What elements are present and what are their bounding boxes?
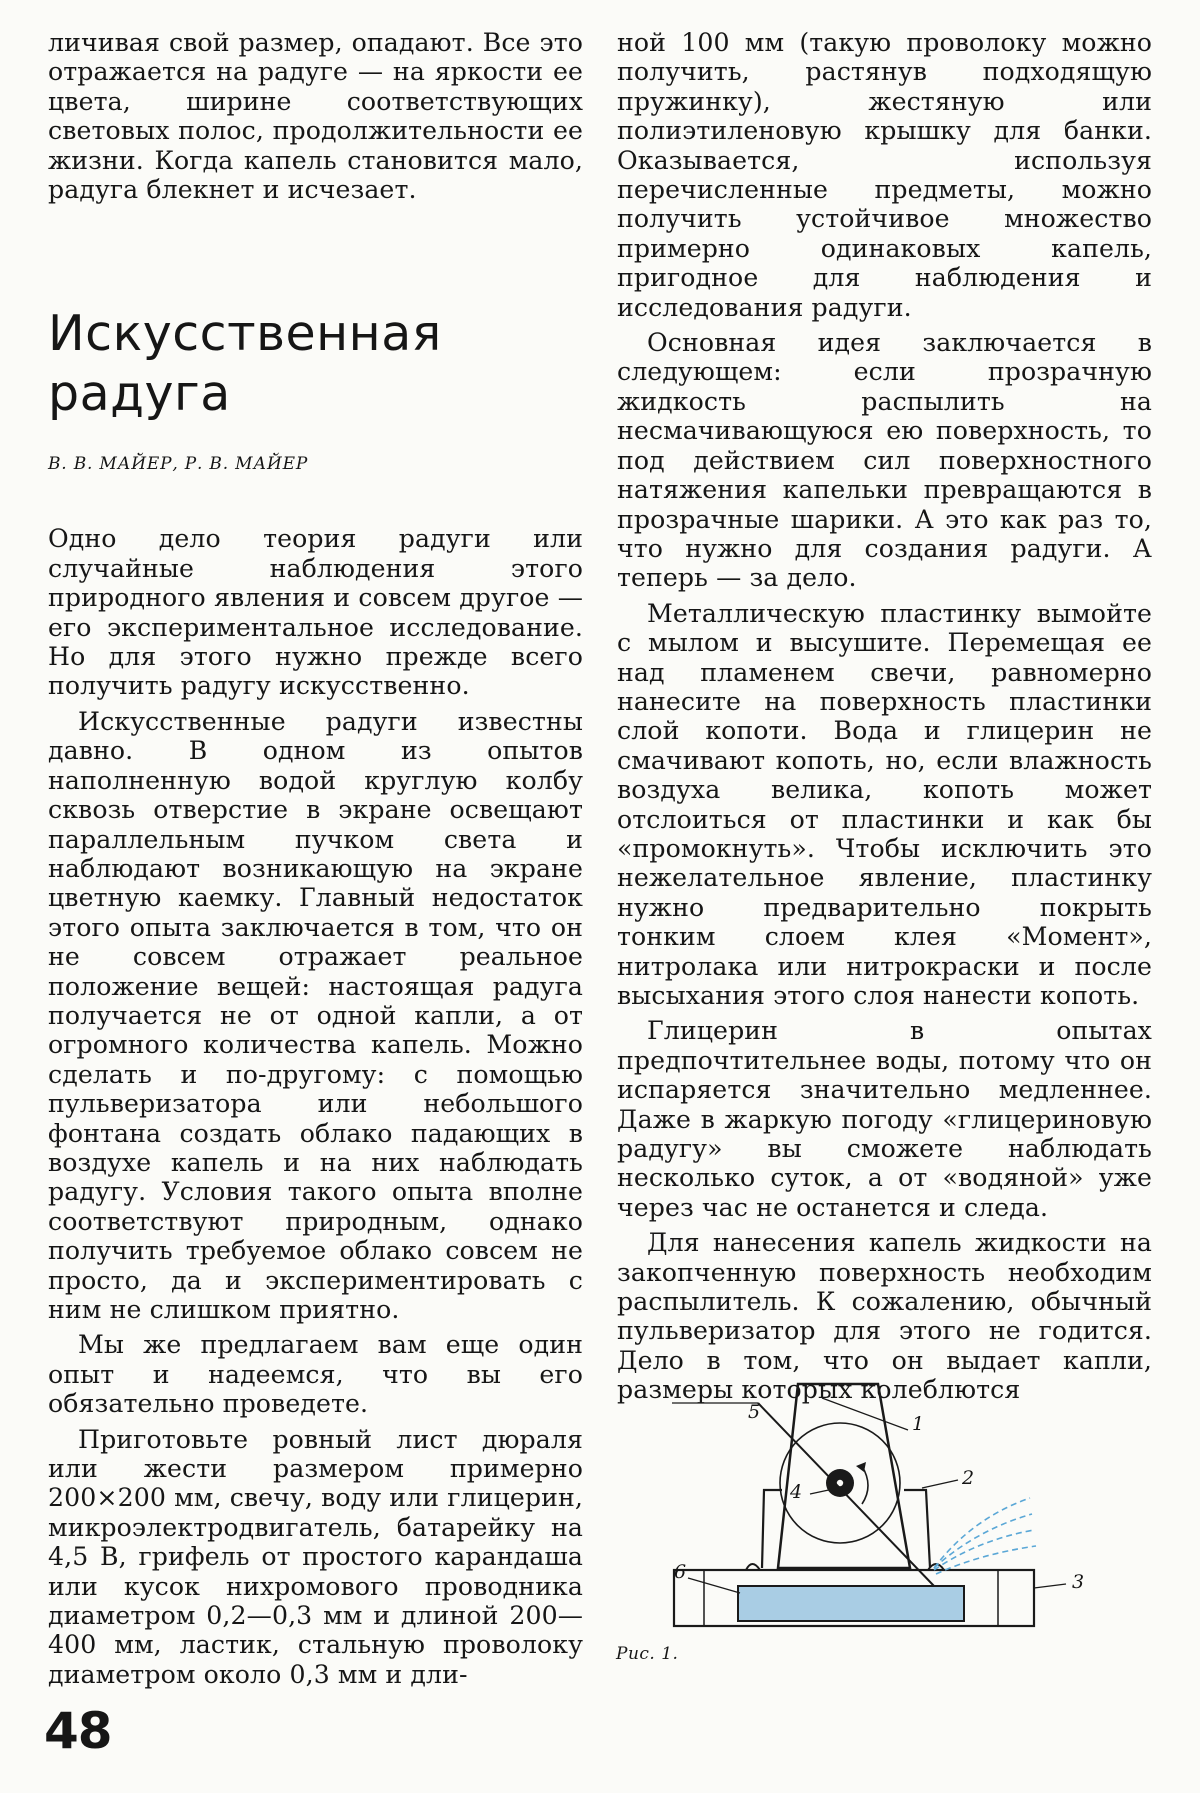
figure-label-1: 1 xyxy=(912,1413,925,1435)
body-paragraph: Основная идея заключается в следующем: если прозрачную жидкость распылить на несмачивающуюся ею поверхность, то под действием сил поверхностного натяжения капельки превращаются в прозрачные шарики. А это как раз то, что нужно для создания радуги. А теперь — за дело. xyxy=(617,328,1152,593)
leader-2 xyxy=(922,1480,958,1488)
intro-paragraph: личивая свой размер, опадают. Все это отражается на радуге — на яркости ее цвета, ширине соответствующих световых полос, продолжительности ее жизни. Когда капель становится мало, радуга блекнет и исчезает. xyxy=(48,28,583,205)
body-paragraph: Искусственные радуги известны давно. В одном из опытов наполненную водой круглую колбу сквозь отверстие в экране освещают параллельным пучком света и наблюдают возникающую на экране цветную каемку. Главный недостаток этого опыта заключается в том, что он не совсем отражает реальное положение вещей: настоящая радуга получается не от одной капли, а от огромного количества капель. Можно сделать и по-другому: с помощью пульверизатора или небольшого фонтана создать облако падающих в воздухе капель и на них наблюдать радугу. Условия такого опыта вполне соответствуют природным, однако получить требуемое облако совсем не просто, да и экспериментировать с ним не слишком приятно. xyxy=(48,706,583,1324)
body-paragraph: Для нанесения капель жидкости на закопченную поверхность необходим распылитель. К сожалению, обычный пульверизатор для этого не годится. Дело в том, что он выдает капли, размеры которых колеблются xyxy=(617,1228,1152,1405)
figure-label-2: 2 xyxy=(962,1467,975,1489)
figure-caption: Рис. 1. xyxy=(616,1644,679,1664)
body-paragraph: Глицерин в опытах предпочтительнее воды, потому что он испаряется значительно медленнее. Даже в жаркую погоду «глицериновую радугу» вы сможете наблюдать несколько суток, а от «водяной» уже через час не останется и следа. xyxy=(617,1016,1152,1222)
article-title: Искусственная радуга xyxy=(48,305,442,423)
body-paragraph: Металлическую пластинку вымойте с мылом и высушите. Перемещая ее над пламенем свечи, равномерно нанесите на поверхность пластинки слой копоти. Вода и глицерин не смачивают копоть, но, если влажность воздуха велика, копоть может отслоиться от пластинки и как бы «промокнуть». Чтобы исключить это нежелательное явление, пластинку нужно предварительно покрыть тонким слоем клея «Момент», нитролака или нитрокраски и после высыхания этого слоя нанести копоть. xyxy=(617,598,1152,1010)
leader-1 xyxy=(822,1398,908,1430)
spray-jet xyxy=(934,1514,1032,1568)
body-paragraph: Одно дело теория радуги или случайные наблюдения этого природного явления и совсем другое — его экспериментальное исследование. Но для этого нужно прежде всего получить радугу искусственно. xyxy=(48,524,583,701)
figure-label-5: 5 xyxy=(748,1401,761,1423)
figure-label-6: 6 xyxy=(674,1561,687,1583)
right-column xyxy=(617,28,1152,1411)
liquid-layer xyxy=(738,1586,964,1621)
leader-3 xyxy=(1034,1584,1066,1588)
spray-jet xyxy=(934,1498,1030,1568)
article-authors: В. В. МАЙЕР, Р. В. МАЙЕР xyxy=(48,454,309,475)
figure-label-3: 3 xyxy=(1072,1571,1085,1593)
leader-6 xyxy=(688,1578,740,1593)
left-column xyxy=(48,28,583,1695)
figure-sprayer-diagram xyxy=(612,1368,1172,1668)
sprayer-drawing xyxy=(612,1368,1172,1668)
figure-label-4: 4 xyxy=(790,1481,803,1503)
body-paragraph: ной 100 мм (такую проволоку можно получить, растянув подходящую пружинку), жестяную или полиэтиленовую крышку для банки. Оказывается, используя перечисленные предметы, можно получить устойчивое множество примерно одинаковых капель, пригодное для наблюдения и исследования радуги. xyxy=(617,28,1152,322)
body-paragraph: Приготовьте ровный лист дюраля или жести размером примерно 200×200 мм, свечу, воду или глицерин, микроэлектродвигатель, батарейку на 4,5 В, грифель от простого карандаша или кусок нихромового проводника диаметром 0,2—0,3 мм и длиной 200—400 мм, ластик, стальную проволоку диаметром около 0,3 мм и дли- xyxy=(48,1424,583,1689)
rotation-arrow xyxy=(862,1466,868,1504)
page-number: 48 xyxy=(44,1702,112,1760)
body-paragraph: Мы же предлагаем вам еще один опыт и надеемся, что вы его обязательно проведете. xyxy=(48,1330,583,1419)
